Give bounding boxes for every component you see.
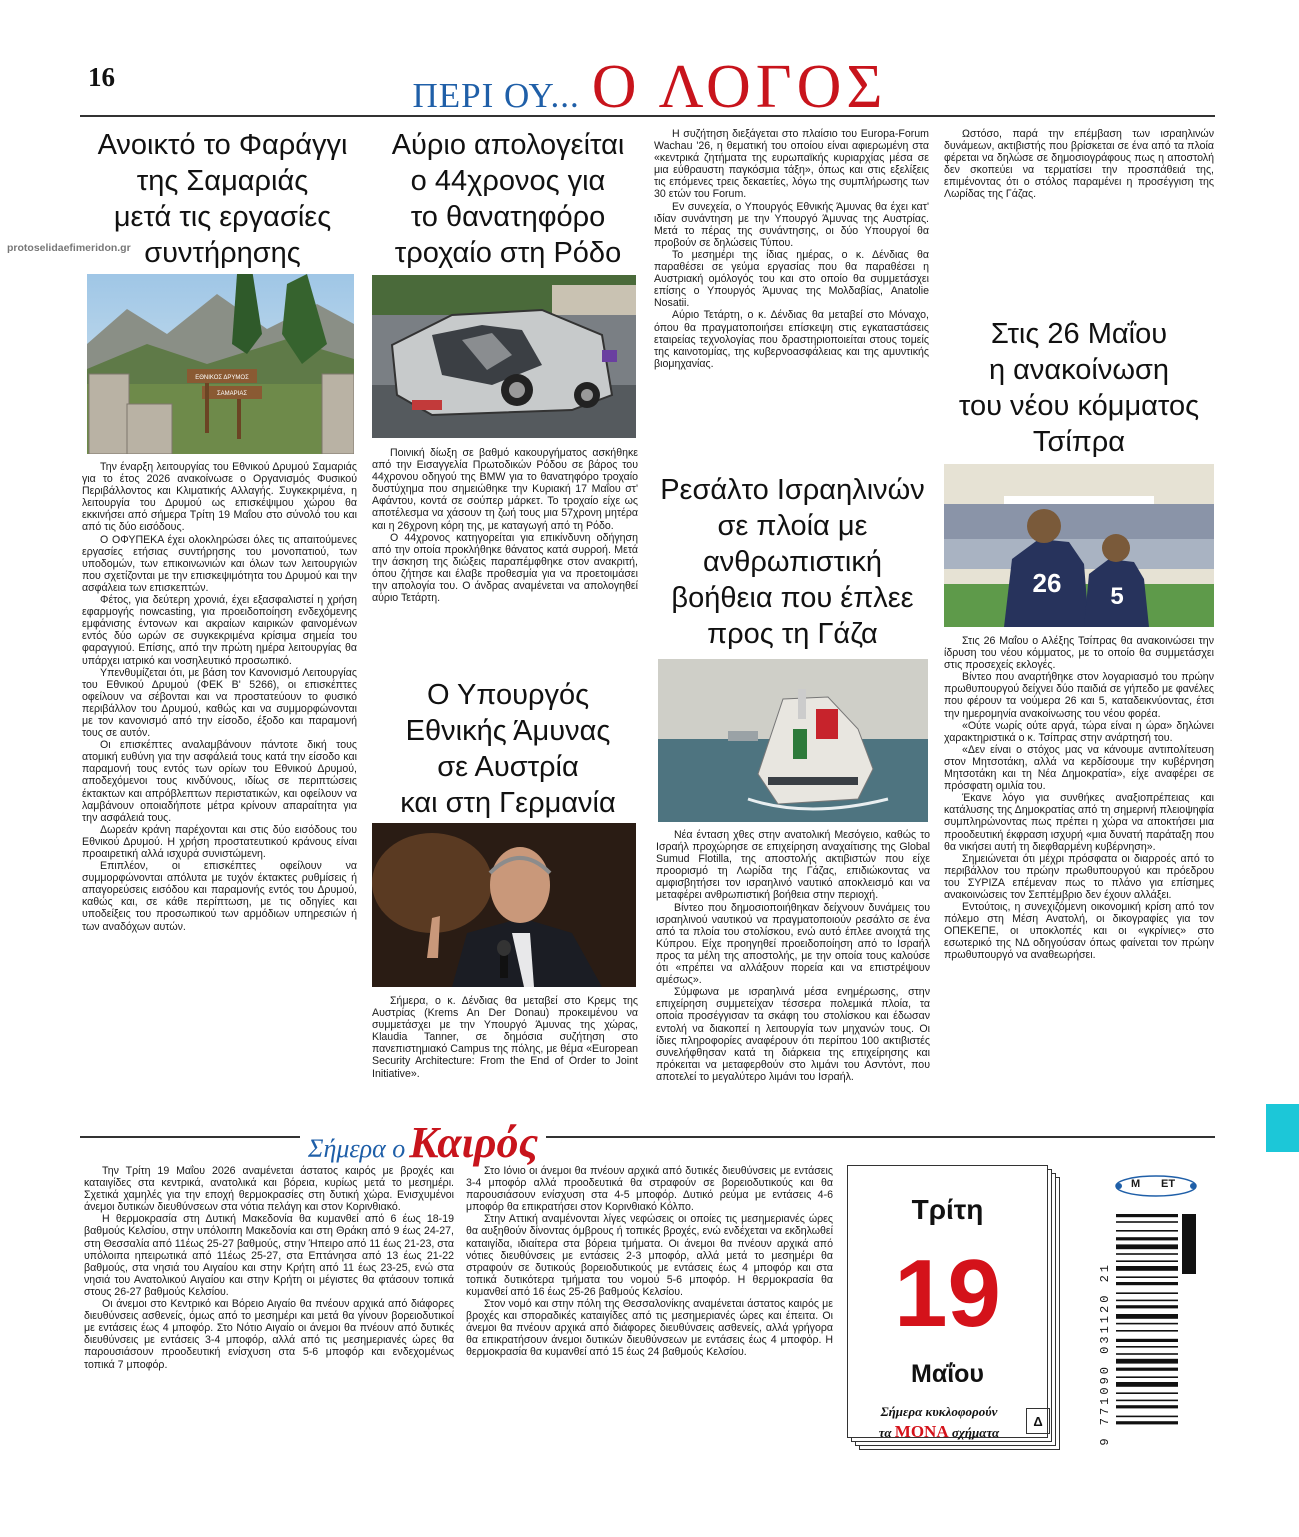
gaza-body-continued [944,128,1214,310]
samaria-photo [87,274,354,454]
jersey-number-26: 26 [1032,568,1062,598]
paragraph: Υπενθυμίζεται ότι, με βάση τον Κανονισμό Λειτουργίας του Εθνικού Δρυμού (ΦΕΚ Β' 5266), οι επισκέπτες οφείλουν να σέβονται και να προστατεύουν το φυσικό περιβάλλον του Δρυμού, καθώς και να συμμορφώνονται με τον κανονισμό από την είσοδο, έξοδο και παραμονή τους σε αυτόν. [82,666,357,740]
paragraph: Η συζήτηση διεξάγεται στο πλαίσιο του Europa-Forum Wachau '26, η θεματική του οποίου είναι αφιερωμένη στα «κεντρικά ζητήματα της ευρωπαϊκής κυριαρχίας μέσα σε μια εύθραυστη παγκόσμια τάξη», όπως και στις εξελίξεις τις επόμενες τρεις δεκαετίες, λόγω της συμπλήρωσης των 30 ετών του Forum. [654,128,929,201]
paragraph: Σήμερα, ο κ. Δένδιας θα μεταβεί στο Κρεμς της Αυστρίας (Krems An Der Donau) προκειμένου να συμμετάσχει με την Υπουργό Άμυνας της χώρας, Klaudia Tanner, σε δημόσια συζήτηση στο πανεπιστημιακό Campus της πόλης, με θέμα «European Security Architecture: From the End of Order to Joint Initiative». [372,995,638,1080]
paragraph: Ποινική δίωξη σε βαθμό κακουργήματος ασκήθηκε από την Εισαγγελία Πρωτοδικών Ρόδου σε βάρος του 44χρονου οδηγού της BMW για το θανατηφόρο τροχαίο δυστύχημα που σημειώθηκε την Κυριακή 17 Μαΐου στ' Αφάντου, κοντά σε σούπερ μάρκετ. Το τροχαίο είχε ως αποτέλεσμα να χάσουν τη ζωή τους μια 57χρονη μητέρα και η 26χρονη κόρη της, με καταγωγή από τη Ρόδο. [372,447,638,532]
masthead-title: Ο ΛΟΓΟΣ [591,53,888,121]
barcode-bar [1116,1292,1178,1294]
calendar-footer [854,1402,1024,1443]
paragraph: Δωρεάν κράνη παρέχονται και στις δύο εισόδους του Εθνικού Δρυμού. Η χρήση προστατευτικού κράνους είναι προαιρετική αλλά ισχυρά συνιστώμενη. [82,823,357,860]
barcode-bar [1116,1346,1178,1348]
samaria-headline: Ανοικτό το Φαράγγι της Σαμαριάς μετά τις εργασίες συντήρησης [97,129,348,269]
barcode-bar [1116,1376,1178,1378]
barcode-addon [1182,1214,1196,1274]
calendar-date: 19 [894,1240,1001,1347]
tsipras-photo [944,464,1214,627]
minister-headline: Ο Υπουργός Εθνικής Άμυνας σε Αυστρία και στη Γερμανία [400,679,616,819]
minister-body [372,995,638,1110]
barcode-bar [1116,1353,1178,1355]
barcode-bar [1116,1266,1178,1271]
calendar-footer-red: ΜΟΝΑ [894,1422,949,1441]
barcode-bar [1116,1221,1178,1223]
barcode-bar [1116,1416,1178,1418]
barcode-digits: 9 771090 031120 21 [1098,1262,1112,1446]
paragraph: Η θερμοκρασία στη Δυτική Μακεδονία θα κυμανθεί από 6 έως 18-19 βαθμούς Κελσίου, στην υπόλοιπη Μακεδονία και στη Θράκη από 9 έως 24-27, στη Θεσσαλία από 11έως 25-27 βαθμούς, στην Ήπειρο από 11 έως 21-23, στα υπόλοιπα ηπειρωτικά από 11έως 25-27, στα Επτάνησα από 13 έως 21-22 βαθμούς, στα νησιά του Αιγαίου και στην Κρήτη από 11 έως 23-25, ενώ στα νησιά του Ανατολικού Αιγαίου και στην Κρήτη οι μέγιστες θα φτάσουν τοπικά στους 26-27 βαθμούς Κελσίου. [84,1213,454,1298]
minister-photo [372,823,636,987]
paragraph: Στον νομό και στην πόλη της Θεσσαλονίκης αναμένεται άστατος καιρός με βροχές και σποραδικές καταιγίδες από τις μεσημεριανές ώρες και έπειτα. Οι άνεμοι θα πνέουν αρχικά από διάφορες διευθύνσεις ασθενείς, αλλά γρήγορα θα επικρατήσουν άνεμοι δυτικών διευθύνσεων με εντάσεις έως 4 μποφόρ. Η θερμοκρασία θα κυμανθεί από 15 έως 24 βαθμούς Κελσίου. [466,1298,833,1359]
rhodes-crash-photo [372,275,636,438]
paragraph: Ο ΟΦΥΠΕΚΑ έχει ολοκληρώσει όλες τις απαιτούμενες εργασίες ετήσιας συντήρησης του μονοπατιού, των υποδομών, των επικοινωνιών και όλων των λειτουργιών που σχετίζονται με την επισκεψιμότητα του Δρυμού και την ασφάλεια των επισκεπτών. [82,533,357,594]
barcode-bar [1116,1282,1178,1285]
barcode-bar [1116,1368,1178,1371]
barcode-bar [1116,1276,1178,1278]
tsipras-body [944,635,1214,1111]
paragraph: Την Τρίτη 19 Μαΐου 2026 αναμένεται άστατος καιρός με βροχές και καταιγίδες στα κεντρικά, ανατολικά και βόρεια, κυρίως μετά το μεσημέρι. Σχετικά χαμηλές για την εποχή θερμοκρασίες στη δυτική χώρα. Ενισχυμένοι άνεμοι δυτικών διευθύνσεων στα νότια πελάγη και στον Κορινθιακό. [84,1165,454,1214]
gaza-headline: Ρεσάλτο Ισραηλινών σε πλοία με ανθρωπιστική βοήθεια που έπλεε προς τη Γάζα [660,474,925,650]
paragraph: Στο Ιόνιο οι άνεμοι θα πνέουν αρχικά από δυτικές διευθύνσεις με εντάσεις 3-4 μποφόρ αλλά προοδευτικά θα στραφούν σε βορειοδυτικούς και θα παρουσιάσουν ενίσχυση στα 4-5 μποφόρ. Δυτικό ρεύμα με εντάσεις 4-6 μποφόρ θα επικρατήσει στον Κορινθιακό Κόλπο. [466,1165,833,1214]
calendar-footer-bottom [854,1422,1024,1443]
weather-title-small: Σήμερα ο [308,1134,406,1163]
barcode-bar [1116,1382,1178,1387]
rhodes-body [372,447,638,667]
barcode-bar [1116,1214,1178,1217]
calendar-sheet [847,1165,1048,1441]
masthead [340,52,960,123]
rhodes-headline: Αύριο απολογείται ο 44χρονος για το θανατηφόρο τροχαίο στη Ρόδο [391,129,625,269]
weather-title [300,1117,546,1168]
masthead-rule [80,115,1215,117]
barcode-bar [1116,1237,1178,1240]
weather-rule [80,1136,1215,1138]
barcode-bar [1116,1400,1178,1402]
date-calendar [847,1165,1060,1450]
paragraph: Την έναρξη λειτουργίας του Εθνικού Δρυμού Σαμαριάς για το έτος 2026 ανακοίνωσε ο Οργανισμός Φυσικού Περιβάλλοντος και Κλιματικής Αλλαγής. Συγκεκριμένα, η λειτουργία του Δρυμού ως επισκέψιμου χώρου θα εκκινήσει από σήμερα Τρίτη 19 Μαΐου στο σύνολό του και από τις δύο εισόδους. [82,461,357,534]
minister-body-continued [654,128,929,466]
barcode-bar [1116,1339,1178,1342]
barcode-bar [1116,1359,1178,1364]
weather-body-col1 [84,1165,454,1457]
calendar-day: Τρίτη [911,1194,984,1225]
barcode-bar [1116,1314,1178,1319]
samaria-sign-1: ΕΘΝΙΚΟΣ ΔΡΥΜΟΣ [195,375,249,381]
barcode-bar [1116,1405,1178,1408]
paragraph: Έκανε λόγο για συνθήκες αναξιοπρέπειας και κατάλυσης της Δημοκρατίας από τη σημερινή πλειοψηφία συμπληρώνοντας πως πρέπει η χώρα να αποκτήσει μια προοδευτική έκφραση ισχυρή «μια δυνατή παράταξη που θα νικήσει αυτή τη διεφθαρμένη κυβέρνηση». [944,792,1214,853]
paragraph: Στις 26 Μαΐου ο Αλέξης Τσίπρας θα ανακοινώσει την ίδρυση του νέου κόμματος, με το οποίο θα συμμετάσχει στις προσεχείς εκλογές. [944,635,1214,672]
section-color-tab [1266,1104,1299,1152]
barcode-bar [1116,1244,1178,1249]
weather-body-col2 [466,1165,833,1457]
publisher-logo: Δ [1026,1408,1050,1434]
gaza-body [656,829,930,1111]
met-logo-left: Μ [1131,1178,1141,1190]
paragraph: Αύριο Τετάρτη, ο κ. Δένδιας θα μεταβεί στο Μόναχο, όπου θα πραγματοποιήσει επίσκεψη στις εγκαταστάσεις εταιρείας τεχνολογίας που δραστηριοποιείται στους τομείς της καινοτομίας, της κυβερνοασφάλειας και της αμυντικής βιομηχανίας. [654,309,929,370]
met-logo [1115,1175,1197,1197]
barcode-bar [1116,1305,1178,1308]
jersey-number-5: 5 [1110,583,1124,610]
samaria-body [82,461,357,1111]
calendar-footer-post: σχήματα [951,1425,1000,1440]
barcode-bar [1116,1330,1178,1332]
page-number: 16 [88,62,115,92]
paragraph: Ο 44χρονος κατηγορείται για επικίνδυνη οδήγηση από την οποία προκλήθηκε θάνατος κατά συρροή. Μετά την άσκηση της διώξεις παραπέμφθηκε στον ανακριτή, όπου ζήτησε και έλαβε προθεσμία για να προετοιμάσει την απολογία του. Ο άνδρας αναμένεται να απολογηθεί αύριο Τετάρτη. [372,531,638,605]
barcode-bar [1116,1260,1178,1262]
calendar-footer-pre: τα [878,1425,892,1440]
weather-title-big: Καιρός [409,1118,539,1167]
calendar-footer-top: Σήμερα κυκλοφορούν [880,1404,998,1419]
gaza-ship-photo [658,659,928,822]
barcode [1112,1210,1200,1506]
barcode-bar [1116,1300,1178,1302]
samaria-sign-2: ΣΑΜΑΡΙΑΣ [216,391,248,397]
paragraph: Στην Αττική αναμένονται λίγες νεφώσεις οι οποίες τις μεσημεριανές ώρες θα αυξηθούν δίνοντας όμβρους ή τοπικές βροχές, ενώ ενδέχεται να εκδηλωθεί καταιγίδα, ιδιαίτερα στα βόρεια τμήματα. Οι άνεμοι θα πνέουν αρχικά από νότιες διευθύνσεις με εντάσεις 2-3 μποφόρ, αλλά μετά το μεσημέρι θα στραφούν σε δυτικούς βορειοδυτικούς με εντάσεις έως 4 μποφόρ και στα τοπικά δυτικότερα τμήματα του νομού 5-6 μποφόρ. Η θερμοκρασία θα κυμανθεί από 16 έως 25-26 βαθμούς Κελσίου. [466,1213,833,1298]
masthead-small: ΠΕΡΙ ΟΥ... [412,76,580,115]
paragraph: «Ούτε νωρίς ούτε αργά, τώρα είναι η ώρα» δηλώνει χαρακτηριστικά ο κ. Τσίπρας στην ανάρτησή του. [944,719,1214,744]
paragraph: Βίντεο που δημοσιοποιήθηκαν δείχνουν δυνάμεις του ισραηλινού ναυτικού να πραγματοποιούν ρεσάλτο σε ένα από τα πλοία του στολίσκου, ενώ αυτό έπλεε ανοιχτά της Κύπρου. Είχε προηγηθεί προειδοποίηση από το Ισραήλ προς τα μέλη της αποστολής, με την οποία τους καλούσε ότι «πρέπει να αλλάξουν πορεία και να επιστρέψουν αμέσως». [656,901,930,987]
paragraph: Φέτος, για δεύτερη χρονιά, έχει εξασφαλιστεί η χρήση εφαρμογής nowcasting, για προειδοποίηση ενδεχόμενης εμφάνισης έντονων και ακραίων καιρικών φαινομένων εντός δύο ωρών σε συγκεκριμένα κρίσιμα σημεία του φαραγγιού. Επίσης, από την πρώτη ημέρα λειτουργίας θα υπάρχει ιατρικό και νοσηλευτικό προσωπικό. [82,594,357,667]
barcode-bar [1116,1323,1178,1325]
paragraph: Βίντεο που αναρτήθηκε στον λογαριασμό του πρώην πρωθυπουργού δείχνει δύο παιδιά σε γήπεδο με φανέλες που φέρουν τα νούμερα 26 και 5, καταδεικνύοντας, έτσι την ημερομηνία ανακοίνωσης του νέου φορέα. [944,671,1214,720]
paragraph: Νέα ένταση χθες στην ανατολική Μεσόγειο, καθώς το Ισραήλ προχώρησε σε επιχείρηση αναχαίτισης της Global Sumud Flotilla, της αποστολής ακτιβιστών που είχε προορισμό τη Λωρίδα της Γάζας, επιδιώκοντας να αμφισβητήσει τον ισραηλινό ναυτικό αποκλεισμό και να μεταφέρει ανθρωπιστική βοήθεια στην περιοχή. [656,829,930,902]
paragraph: Οι άνεμοι στο Κεντρικό και Βόρειο Αιγαίο θα πνέουν αρχικά από διάφορες διευθύνσεις ασθενείς, όμως από το μεσημέρι και μετά θα γίνουν βορειοδυτικοί με εντάσεις έως 4 μποφόρ. Στο Νότιο Αιγαίο οι άνεμοι θα πνέουν από δυτικές διευθύνσεις με εντάσεις 3-4 μποφόρ, αλλά από τις μεσημεριανές ώρες θα παρουσιάσουν προοδευτική ενίσχυση στα 5-6 μποφόρ και ενδεχομένως τοπικά 7 μποφόρ. [84,1298,454,1371]
calendar-month: Μαΐου [911,1360,984,1388]
paragraph: Σύμφωνα με ισραηλινά μέσα ενημέρωσης, στην επιχείρηση συμμετείχαν τέσσερα πολεμικά πλοία, τα οποία προσέγγισαν τα σκάφη του στολίσκου και έδωσαν εντολή να διακοπεί η λειτουργία των μηχανών τους. Οι ίδιες πληροφορίες αναφέρουν ότι περίπου 100 ακτιβιστές συνελήφθησαν κατά τη διάρκεια της επιχείρησης και πρόκειται να μεταφερθούν στο λιμάνι του Ασντόντ, που αποτελεί το μεγαλύτερο λιμάνι του Ισραήλ. [656,986,930,1083]
met-logo-right: ΕΤ [1161,1178,1176,1190]
tsipras-headline: Στις 26 Μαΐου η ανακοίνωση του νέου κόμματος Τσίπρα [958,318,1200,458]
paragraph: Εντούτοις, η συνεχιζόμενη οικονομική κρίση από τον πόλεμο στη Μέση Ανατολή, οι δικογραφίες για τον ΟΠΕΚΕΠΕ, οι υποκλοπές και οι «γκρίνιες» στο εσωτερικό της ΝΔ οδηγούσαν όπως φαίνεται τον πρώην πρωθυπουργό να αναθεωρήσει. [944,901,1214,962]
paragraph: Σημειώνεται ότι μέχρι πρόσφατα οι διαρροές από το περιβάλλον του πρώην πρωθυπουργού και πρόεδρου του ΣΥΡΙΖΑ επέμεναν πως το πλάνο για επίσημες ανακοινώσεις τον Σεπτέμβριο δεν έχουν αλλάξει. [944,852,1214,901]
paragraph: Ωστόσο, παρά την επέμβαση των ισραηλινών δυνάμεων, ακτιβιστής που βρίσκεται σε ένα από τα πλοία φέρεται να δηλώσε σε δημοσιογράφους πως η αποστολή δεν σκοπεύει να τερματίσει την προσπάθειά της, επιμένοντας ότι ο στόλος παραμένει η προσέγγιση της Λωρίδας της Γάζας. [944,128,1214,201]
barcode-bar [1116,1253,1178,1255]
barcode-bar [1116,1421,1178,1424]
barcode-bar [1116,1230,1178,1232]
paragraph: Εν συνεχεία, ο Υπουργός Εθνικής Άμυνας θα έχει κατ' ιδίαν συνάντηση με την Υπουργό Άμυνας της Αυστρίας. Μετά το πέρας της συνάντησης, οι δύο Υπουργοί θα προβούν σε δηλώσεις Τύπου. [654,200,929,249]
paragraph: Επιπλέον, οι επισκέπτες οφείλουν να συμμορφώνονται απόλυτα με τυχόν έκτακτες ρυθμίσεις ή απαγορεύσεις εισόδου και παραμονής εντός του Δρυμού, καθώς και, σε κάθε περίπτωση, με τις οδηγίες και υποδείξεις του προσωπικού των αρμόδιων υπηρεσιών ή των αναδόχων αυτών. [82,860,357,933]
paragraph: «Δεν είναι ο στόχος μας να κάνουμε αντιπολίτευση στον Μητσοτάκη, αλλά να κερδίσουμε την κυβέρνηση Μητσοτάκη και τη Νέα Δημοκρατία», είχε αναφέρει σε πρόσφατη ομιλία του. [944,743,1214,793]
watermark: protoselidaefimeridon.gr [4,241,134,255]
paragraph: Οι επισκέπτες αναλαμβάνουν πάντοτε δική τους ατομική ευθύνη για την ασφάλειά τους κατά την είσοδο και παραμονή τους εντός των ορίων του Εθνικού Δρυμού, αποδεχόμενοι τους κινδύνους, ιδίως σε περιπτώσεις έκτακτων και απρόβλεπτων περιστατικών, και οφείλουν να λαμβάνουν οποιαδήποτε μέτρα κρίνουν απαραίτητα για την ασφάλειά τους. [82,739,357,824]
paragraph: Το μεσημέρι της ίδιας ημέρας, ο κ. Δένδιας θα παραθέσει σε γεύμα εργασίας που θα παραθέσει η Αυστριακή ομόλογός του και στο οποίο θα συμμετάσχει επίσης ο Υπουργός Άμυνας της Μολδαβίας, Anatolie Nosatii. [654,248,929,310]
barcode-bar [1116,1392,1178,1394]
